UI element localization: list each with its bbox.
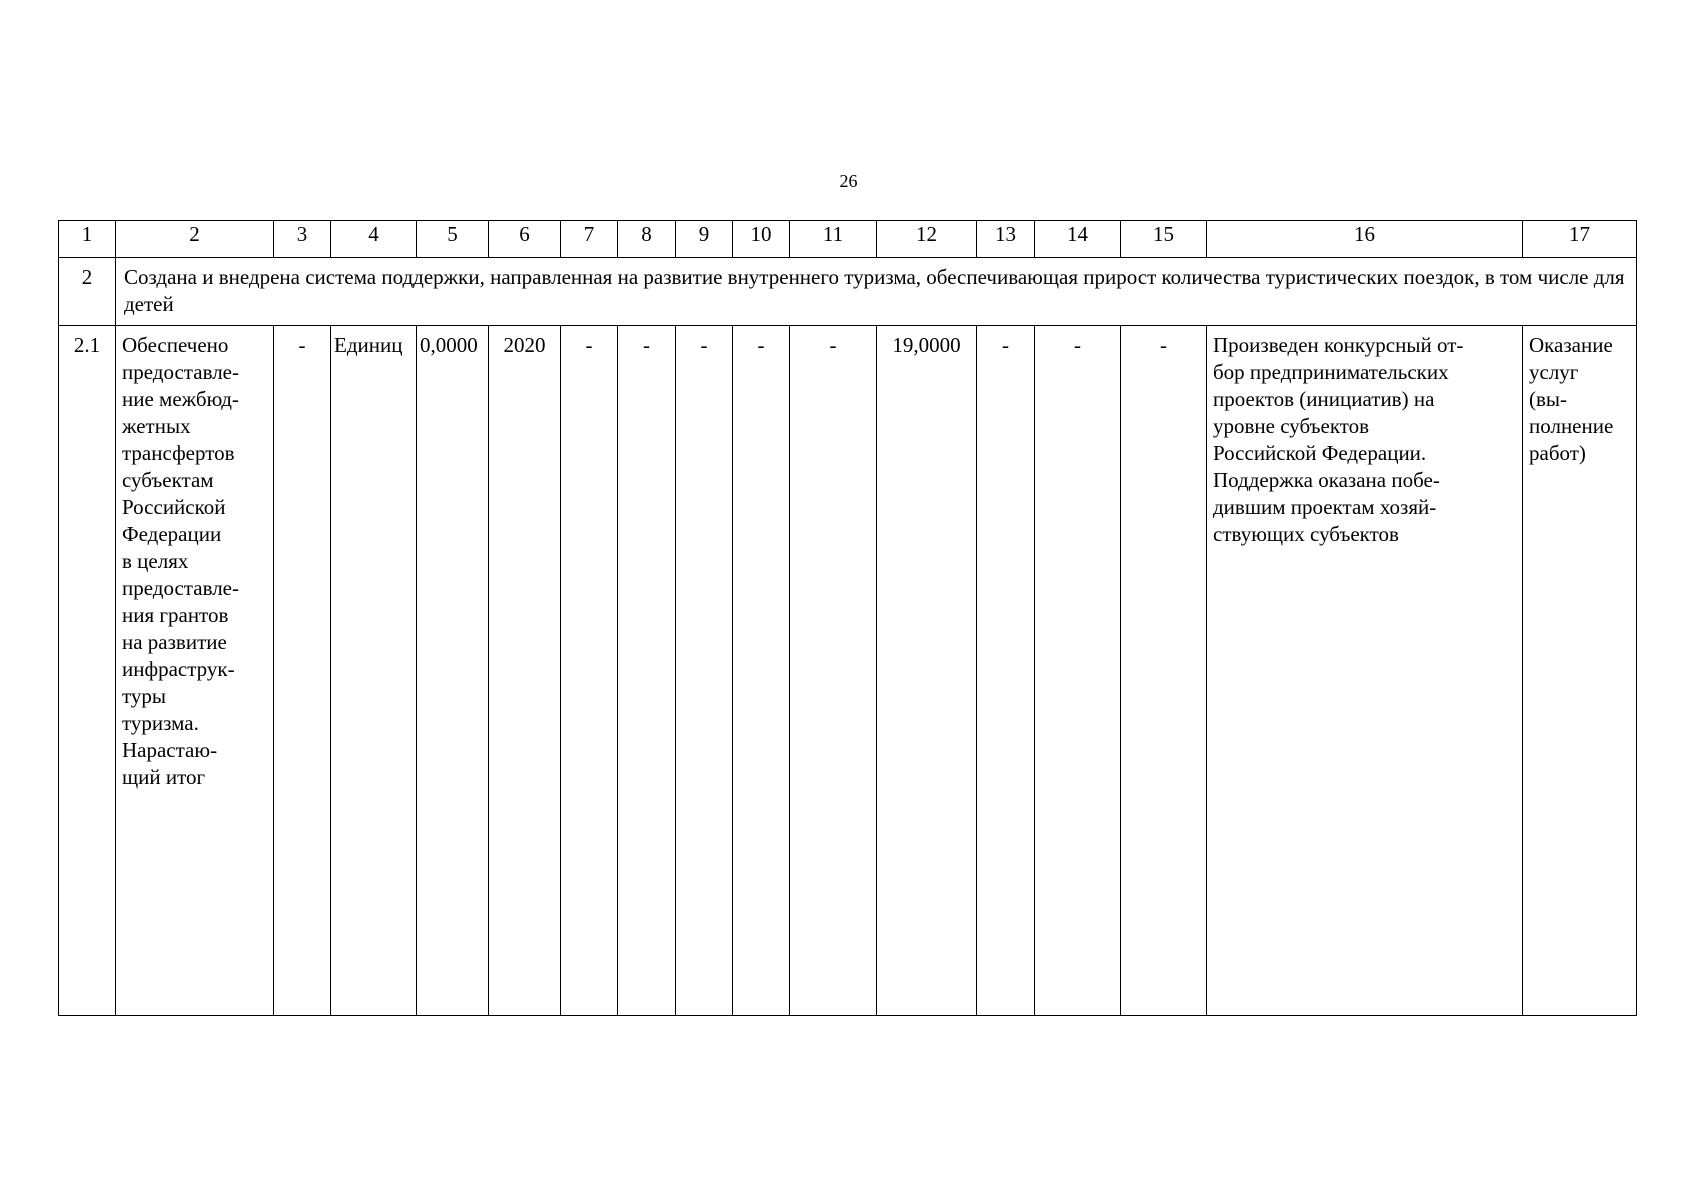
column-header: 10: [733, 221, 790, 258]
column-header: 6: [489, 221, 561, 258]
column-number-row: [59, 221, 1637, 258]
column-header: 13: [977, 221, 1035, 258]
column-header: 7: [561, 221, 618, 258]
characteristic-cell: Произведен конкурсный от- бор предпринимательских проектов (инициатив) на уровне субъектов Российской Федерации. Поддержка оказана побе- дившим проектам хозяй- ствующих субъектов: [1207, 326, 1523, 1016]
base-year-cell: 2020: [489, 326, 561, 1016]
column-header: 17: [1523, 221, 1637, 258]
column-header: 8: [618, 221, 676, 258]
table-cell: -: [561, 326, 618, 1016]
type-cell: Оказание услуг (вы- полнение работ): [1523, 326, 1637, 1016]
column-header: 1: [59, 221, 116, 258]
table-cell: -: [1035, 326, 1121, 1016]
table-cell: -: [733, 326, 790, 1016]
column-header: 9: [676, 221, 733, 258]
table-cell: -: [274, 326, 331, 1016]
section-number: 2: [59, 258, 116, 326]
base-value-cell: 0,0000: [417, 326, 489, 1016]
report-table: [58, 220, 1637, 1016]
column-header: 16: [1207, 221, 1523, 258]
section-title: Создана и внедрена система поддержки, направленная на развитие внутреннего туризма, обеспечивающая прирост количества туристических поездок, в том числе для детей: [116, 258, 1637, 326]
table-row: [59, 326, 1637, 1016]
row-number: 2.1: [59, 326, 116, 1016]
column-header: 14: [1035, 221, 1121, 258]
table-cell: -: [790, 326, 877, 1016]
column-header: 2: [116, 221, 274, 258]
section-row: [59, 258, 1637, 326]
result-name-cell: Обеспечено предоставле- ние межбюд- жетных трансфертов субъектам Российской Федерации в целях предоставле- ния грантов на развитие инфраструк- туры туризма. Нарастаю- щий итог: [116, 326, 274, 1016]
column-header: 15: [1121, 221, 1207, 258]
value-cell: 19,0000: [877, 326, 977, 1016]
column-header: 4: [331, 221, 417, 258]
table-cell: -: [676, 326, 733, 1016]
column-header: 12: [877, 221, 977, 258]
unit-cell: Единиц: [331, 326, 417, 1016]
table-cell: -: [618, 326, 676, 1016]
column-header: 5: [417, 221, 489, 258]
table-cell: -: [977, 326, 1035, 1016]
page-number: 26: [839, 171, 858, 191]
column-header: 11: [790, 221, 877, 258]
column-header: 3: [274, 221, 331, 258]
table-cell: -: [1121, 326, 1207, 1016]
